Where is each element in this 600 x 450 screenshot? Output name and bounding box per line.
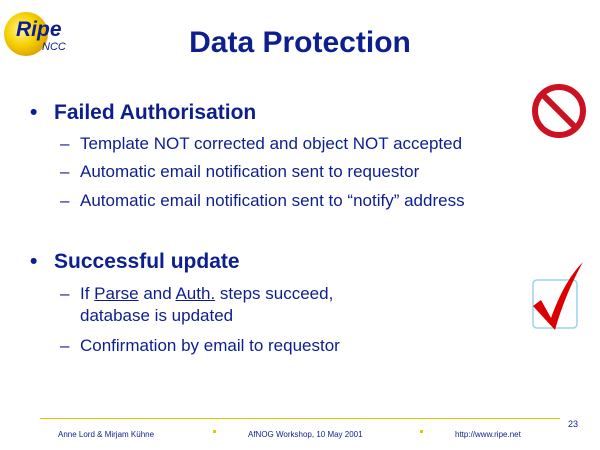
- parse-term: Parse: [94, 284, 139, 303]
- footer-event: AfNOG Workshop, 10 May 2001: [248, 430, 363, 439]
- sub-item-text-suffix: steps succeed,: [215, 284, 334, 303]
- sub-item-continuation: database is updated: [80, 306, 234, 325]
- slide-title: Data Protection: [189, 26, 411, 59]
- bullet-dot: •: [30, 250, 38, 273]
- logo-text-sub: NCC: [42, 41, 66, 53]
- footer-separator: [213, 430, 216, 433]
- bullet-dot: •: [30, 101, 38, 124]
- sub-item: – Automatic email notification sent to “notify” address: [60, 191, 465, 210]
- page-number: 23: [568, 419, 579, 429]
- sub-item-text: Automatic email notification sent to “notify” address: [80, 191, 465, 210]
- logo-text-main: Ripe: [16, 18, 62, 41]
- bullet-label: Successful update: [54, 250, 240, 273]
- footer-authors: Anne Lord & Mirjam Kühne: [58, 430, 155, 439]
- bullet-successful-update: [30, 250, 240, 274]
- sub-item: – Confirmation by email to requestor: [60, 336, 340, 355]
- bullet-failed-authorisation: [30, 101, 256, 125]
- footer-separator: [420, 430, 423, 433]
- sub-item-text: Template NOT corrected and object NOT accepted: [80, 134, 463, 153]
- no-entry-icon: [530, 82, 588, 140]
- footer-divider: [40, 418, 560, 419]
- sub-item-text: Automatic email notification sent to requestor: [80, 162, 420, 181]
- auth-term: Auth.: [175, 284, 216, 303]
- sub-item: – If Parse and Auth. steps succeed,: [60, 284, 334, 303]
- bullet-label: Failed Authorisation: [54, 101, 257, 124]
- sub-item: – Template NOT corrected and object NOT accepted: [60, 134, 463, 153]
- sub-item-text-and: and: [138, 284, 176, 303]
- footer-url[interactable]: http://www.ripe.net: [455, 430, 521, 439]
- sub-item: – Automatic email notification sent to requestor: [60, 162, 420, 181]
- checkmark-icon: [527, 258, 587, 334]
- sub-item-text: Confirmation by email to requestor: [80, 336, 340, 355]
- sub-item-text-prefix: If: [80, 284, 95, 303]
